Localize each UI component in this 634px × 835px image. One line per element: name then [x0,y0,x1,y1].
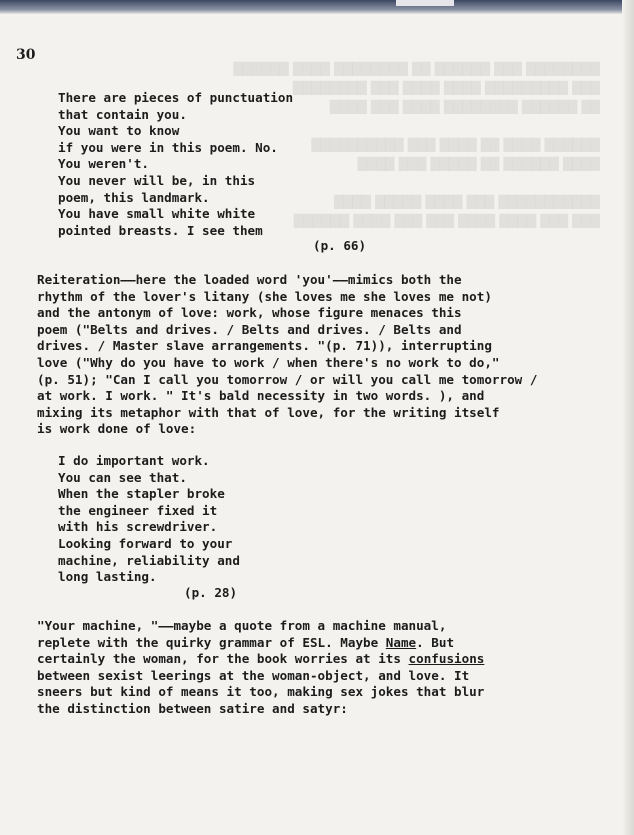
paragraph-line: is work done of love: [37,421,197,437]
bleed-through-texture: ████████ ███ ██████ ██ ████████ ████ ██████ ███ █████████ ████ ████ ███ ████████ ██ ██████ ████████ ████ ███ ████ ██████ ████ ██ ████ ███ ██████████ ████ ██████ ██ █████ ███ ████ ███████████ ███ ████ █████ ████ ███ ███ ████ ████ ███ ███ ████ ██████ [233,62,600,228]
poem-line: that contain you. [58,106,187,122]
paragraph-line: love ("Why do you have to work / when there's no work to do," [37,354,500,370]
poem-line: long lasting. [58,569,157,585]
poem-line: machine, reliability and [58,552,240,568]
paragraph-text: replete with the quirky grammar of ESL. Maybe [37,634,379,650]
poem-2-citation: (p. 28) [184,585,238,600]
poem-line: the engineer fixed it [58,502,218,518]
paragraph-line: poem ("Belts and drives. / Belts and drives. / Belts and [37,321,462,337]
paragraph-line: (p. 51); "Can I call you tomorrow / or will you call me tomorrow / [37,371,538,387]
poem-line: You want to know [58,123,180,139]
paragraph-text: . But [416,634,455,650]
scan-top-highlight [396,0,454,6]
poem-line: There are pieces of punctuation [58,90,294,105]
poem-line: When the stapler broke [58,486,225,502]
page-right-shadow [622,0,634,835]
poem-line: poem, this landmark. [58,189,210,205]
paragraph-line: drives. / Master slave arrangements. "(p. 71)), interrupting [37,338,492,354]
paragraph-line: rhythm of the lover's litany (she loves me she loves me not) [37,288,492,304]
paragraph-line: "Your machine, "——maybe a quote from a machine manual, [37,618,447,633]
commentary-paragraph-2 [37,618,484,718]
poem-line: You can see that. [58,469,187,485]
paragraph-line: mixing its metaphor with that of love, for the writing itself [37,404,500,420]
paragraph-line: the distinction between satire and satyr: [37,700,348,716]
poem-line: You never will be, in this [58,172,256,188]
poem-line: if you were in this poem. No. [58,139,278,155]
poem-line: Looking forward to your [58,535,233,551]
poem-line: with his screwdriver. [58,519,218,535]
poem-line: You have small white white [58,206,256,222]
paragraph-line: Reiteration——here the loaded word 'you'——mimics both the [37,272,462,287]
paragraph-line [37,635,484,652]
poem-block-1 [58,90,293,239]
underlined-word-confusions: confusions [408,651,485,667]
paragraph-line [37,651,484,668]
underlined-word-name: Name [385,634,417,650]
poem-1-citation: (p. 66) [313,238,367,253]
paragraph-line: and the antonym of love: work, whose figure menaces this [37,305,462,321]
poem-block-2 [58,453,240,586]
scan-top-edge [0,0,634,14]
poem-line: pointed breasts. I see them [58,222,263,238]
paragraph-line: at work. I work. " It's bald necessity in two words. ), and [37,388,485,404]
paragraph-line: between sexist leerings at the woman-object, and love. It [37,667,470,683]
page-number: 30 [16,47,36,63]
paragraph-line: sneers but kind of means it too, making sex jokes that blur [37,684,485,700]
commentary-paragraph-1 [37,272,537,438]
poem-line: You weren't. [58,156,149,172]
paragraph-text: certainly the woman, for the book worries at its [37,651,401,667]
poem-line: I do important work. [58,453,210,468]
